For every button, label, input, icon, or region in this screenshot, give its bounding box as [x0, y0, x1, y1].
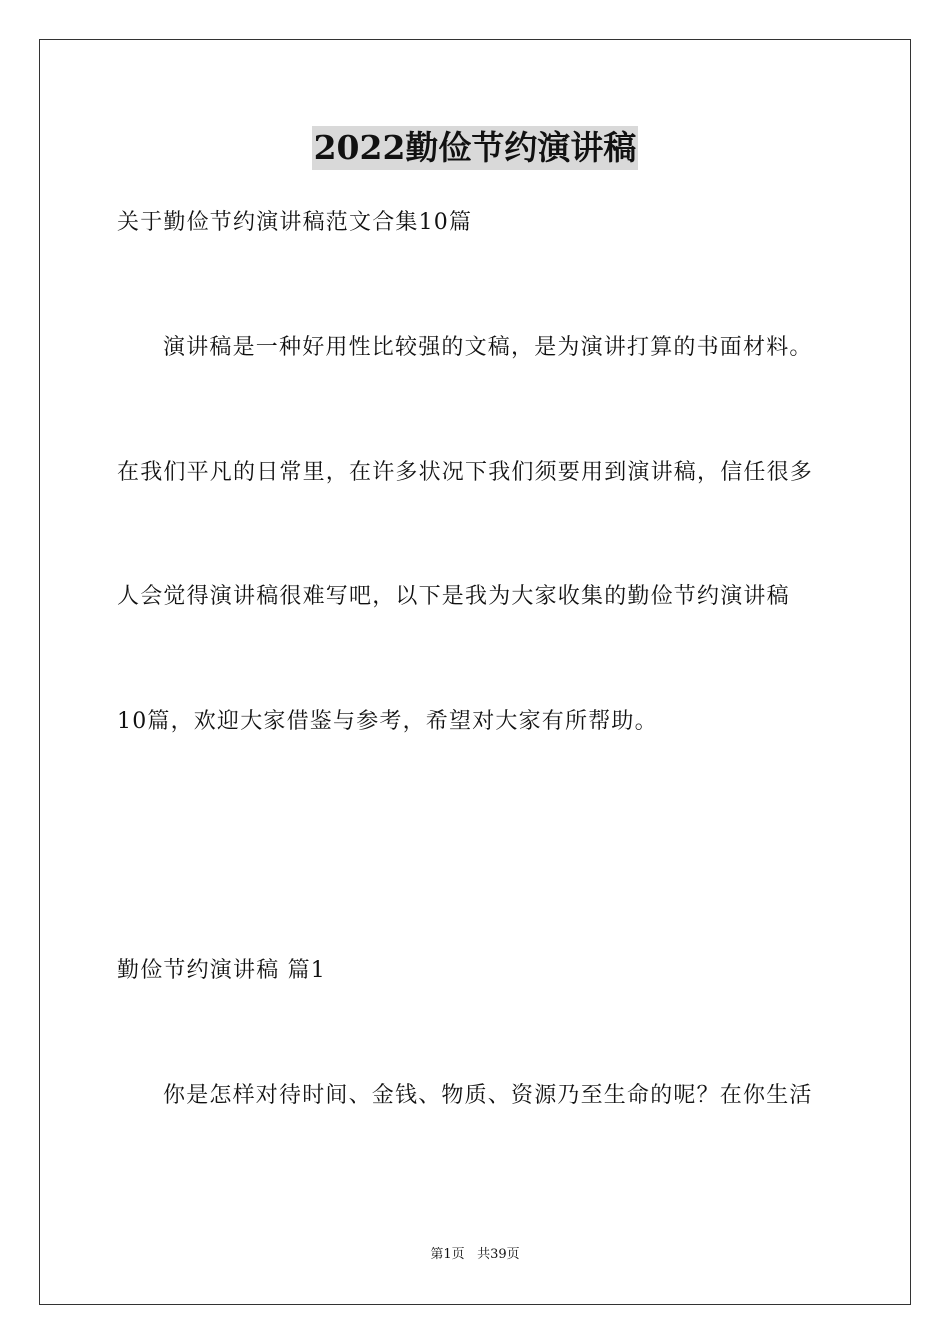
section-first-line: 你是怎样对待时间、金钱、物质、资源乃至生命的呢？在你生活 [163, 1083, 813, 1108]
footer-total-pages: 共39页 [477, 1247, 520, 1262]
title-container [0, 126, 950, 170]
section-heading: 勤俭节约演讲稿 篇1 [117, 958, 326, 983]
page-footer [0, 1246, 950, 1264]
intro-line-1: 演讲稿是一种好用性比较强的文稿，是为演讲打算的书面材料。 [163, 335, 813, 360]
intro-line-3: 人会觉得演讲稿很难写吧，以下是我为大家收集的勤俭节约演讲稿 [117, 584, 790, 609]
footer-page-number: 第1页 [430, 1247, 465, 1262]
intro-line-2: 在我们平凡的日常里，在许多状况下我们须要用到演讲稿，信任很多 [117, 460, 814, 485]
document-subtitle: 关于勤俭节约演讲稿范文合集10篇 [117, 210, 473, 235]
document-title: 2022勤俭节约演讲稿 [312, 126, 639, 170]
intro-line-4: 10篇，欢迎大家借鉴与参考，希望对大家有所帮助。 [117, 709, 658, 734]
